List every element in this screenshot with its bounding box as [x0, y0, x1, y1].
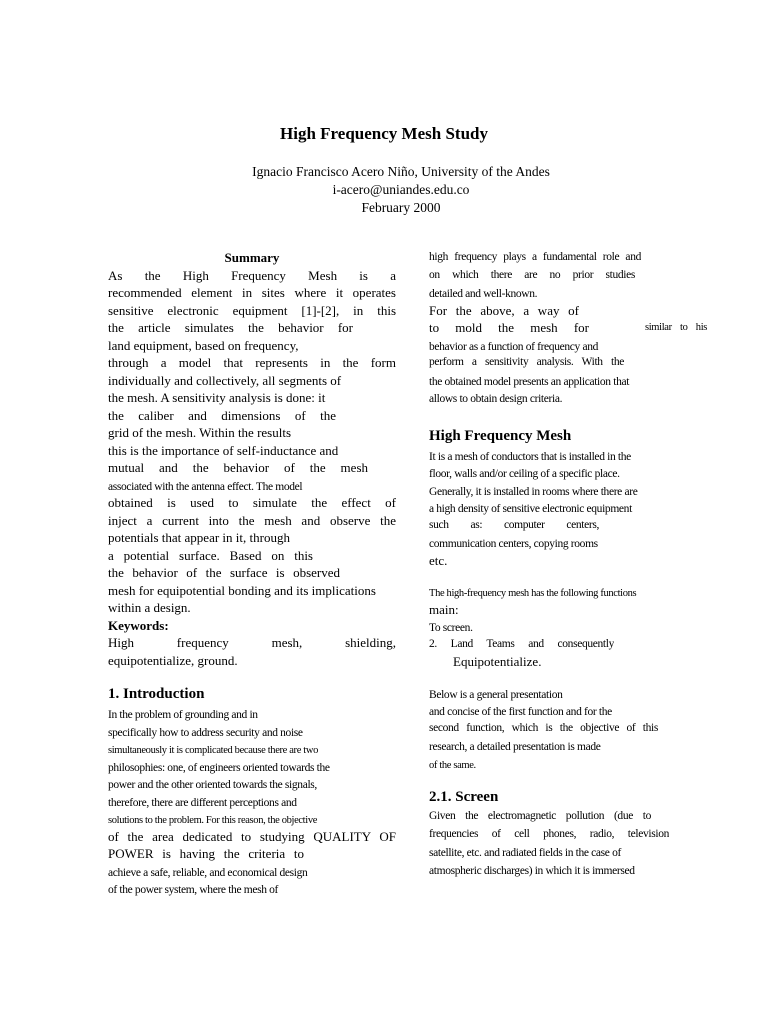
keywords-heading: Keywords:	[108, 617, 169, 633]
body-line-text: Generally, it is installed in rooms where there are	[429, 485, 638, 498]
intro-line: of the area dedicated to studying QUALITY OF	[108, 828, 396, 844]
body-line-text: Given the electromagnetic pollution (due to	[429, 810, 651, 822]
body-line-text: second function, which is the objective of this	[429, 721, 658, 734]
section-heading-screen: 2.1. Screen	[429, 789, 499, 805]
summary-line: mesh for equipotential bonding and its implications	[108, 582, 376, 598]
keywords-line: equipotentialize, ground.	[108, 652, 238, 668]
body-line: etc.	[429, 552, 448, 568]
summary-line	[108, 407, 336, 425]
body-line	[429, 267, 635, 285]
body-line	[429, 737, 691, 755]
author-email: i-acero@uniandes.edu.co	[332, 182, 470, 197]
spacer	[429, 671, 691, 685]
intro-line	[108, 740, 396, 758]
summary-line	[108, 319, 353, 337]
body-line	[429, 249, 641, 267]
body-line	[429, 372, 691, 390]
body-line-float: similar to his	[645, 322, 707, 333]
summary-line	[108, 477, 396, 495]
body-line-text: detailed and well-known.	[429, 288, 538, 300]
body-line	[429, 499, 691, 517]
body-line	[429, 447, 691, 465]
body-line-text: It is a mesh of conductors that is installed in the	[429, 450, 631, 463]
body-line	[429, 843, 691, 861]
spacer	[429, 569, 691, 583]
body-line	[429, 720, 658, 738]
intro-line	[108, 723, 396, 741]
body-line-text: of the same.	[429, 759, 476, 771]
body-line	[429, 808, 651, 826]
body-line-text: floor, walls and/or ceiling of a specific place.	[429, 468, 620, 480]
author-block	[0, 163, 768, 217]
summary-line: grid of the mesh. Within the results	[108, 425, 292, 440]
paper-date: February 2000	[361, 200, 441, 215]
intro-line-text: POWER is having the criteria to	[108, 846, 304, 861]
spacer	[108, 669, 396, 683]
body-line	[429, 464, 691, 482]
summary-line	[108, 547, 313, 565]
summary-line-text: the caliber and dimensions of the	[108, 407, 336, 423]
intro-line-text: In the problem of grounding and in	[108, 709, 258, 721]
body-line-text: communication centers, copying rooms	[429, 538, 598, 550]
summary-line: obtained is used to simulate the effect of	[108, 495, 396, 510]
body-line	[429, 702, 691, 720]
summary-line-text: the behavior of the surface is observed	[108, 565, 340, 580]
body-line	[429, 284, 691, 302]
body-line	[429, 337, 691, 355]
function-item-text: To screen.	[429, 622, 473, 634]
body-line-text: on which there are no prior studies	[429, 268, 635, 281]
body-line	[429, 319, 707, 337]
body-line-text: a high density of sensitive electronic equipment	[429, 503, 632, 515]
summary-line	[108, 564, 340, 582]
body-line-text: to mold the mesh for	[429, 320, 589, 335]
body-line	[429, 389, 691, 407]
body-line	[429, 302, 579, 320]
summary-line: individually and collectively, all segments of	[108, 372, 342, 388]
intro-line	[108, 880, 396, 898]
body-line-text: Below is a general presentation	[429, 688, 563, 701]
intro-line	[108, 845, 304, 863]
function-item	[429, 618, 691, 636]
summary-line: land equipment, based on frequency,	[108, 337, 299, 353]
function-item	[429, 636, 614, 654]
summary-line: this is the importance of self-inductance and	[108, 442, 339, 458]
summary-line: within a design.	[108, 600, 191, 615]
intro-line	[108, 705, 396, 723]
body-line-text: high frequency plays a fundamental role and	[429, 251, 641, 263]
intro-line	[108, 775, 396, 793]
body-line	[429, 517, 599, 535]
body-line	[429, 354, 624, 372]
intro-line-text: solutions to the problem. For this reason, the objective	[108, 815, 318, 826]
functions-intro: main:	[429, 601, 459, 617]
body-line	[429, 755, 691, 773]
function-item-text: 2. Land Teams and consequently	[429, 637, 614, 650]
functions-intro-text: The high-frequency mesh has the following functions	[429, 588, 637, 599]
function-item: Equipotentialize.	[453, 654, 542, 669]
intro-line	[108, 793, 396, 811]
body-line-text: satellite, etc. and radiated fields in the case of	[429, 847, 621, 859]
body-line	[429, 861, 691, 879]
intro-line	[108, 810, 396, 828]
body-line-text: the obtained model presents an application that	[429, 375, 630, 388]
summary-line: the mesh. A sensitivity analysis is done: it	[108, 390, 326, 405]
introduction-heading: 1. Introduction	[108, 686, 205, 702]
body-line	[429, 685, 691, 703]
body-line-text: For the above, a way of	[429, 302, 579, 318]
intro-line-text: of the power system, where the mesh of	[108, 884, 279, 896]
intro-line	[108, 758, 396, 776]
body-line-text: perform a sensitivity analysis. With the	[429, 356, 624, 368]
section-heading-high-frequency-mesh: High Frequency Mesh	[429, 427, 572, 444]
summary-line-text: mutual and the behavior of the mesh	[108, 460, 368, 475]
spacer	[429, 772, 691, 786]
body-line-text: allows to obtain design criteria.	[429, 393, 563, 405]
spacer	[429, 407, 691, 425]
intro-line-text: power and the other oriented towards the signals,	[108, 779, 317, 791]
summary-line-text: a potential surface. Based on this	[108, 547, 313, 563]
intro-line-text: specifically how to address security and noise	[108, 726, 303, 739]
keywords-line: High frequency mesh, shielding,	[108, 635, 396, 650]
body-line-text: frequencies of cell phones, radio, television	[429, 827, 669, 840]
summary-heading: Summary	[224, 250, 280, 265]
left-column	[108, 249, 396, 898]
right-column	[429, 249, 707, 878]
summary-line: inject a current into the mesh and observe the	[108, 512, 396, 528]
intro-line-text: achieve a safe, reliable, and economical design	[108, 866, 308, 879]
summary-line: potentials that appear in it, through	[108, 530, 290, 545]
summary-line: recommended element in sites where it operates	[108, 285, 396, 300]
intro-line	[108, 863, 396, 881]
body-line-text: such as: computer centers,	[429, 518, 599, 531]
intro-line-text: therefore, there are different perceptions and	[108, 796, 297, 809]
body-line-text: atmospheric discharges) in which it is immersed	[429, 864, 635, 877]
body-line	[429, 482, 691, 500]
summary-line: through a model that represents in the form	[108, 355, 396, 370]
summary-line: As the High Frequency Mesh is a	[108, 267, 396, 283]
intro-line-text: simultaneously it is complicated because there are two	[108, 745, 318, 756]
summary-line	[108, 459, 368, 477]
summary-line-text: associated with the antenna effect. The model	[108, 480, 303, 493]
body-line-text: research, a detailed presentation is made	[429, 741, 601, 753]
functions-intro	[429, 583, 691, 601]
summary-line-text: the article simulates the behavior for	[108, 320, 353, 335]
summary-line: sensitive electronic equipment [1]-[2], in this	[108, 302, 396, 318]
body-line	[429, 534, 691, 552]
body-line-text: behavior as a function of frequency and	[429, 340, 598, 353]
intro-line-text: philosophies: one, of engineers oriented towards the	[108, 761, 330, 774]
body-line-text: and concise of the first function and for the	[429, 706, 612, 718]
body-line	[429, 826, 669, 844]
author-line: Ignacio Francisco Acero Niño, University of the Andes	[252, 164, 550, 179]
paper-title: High Frequency Mesh Study	[280, 124, 488, 143]
